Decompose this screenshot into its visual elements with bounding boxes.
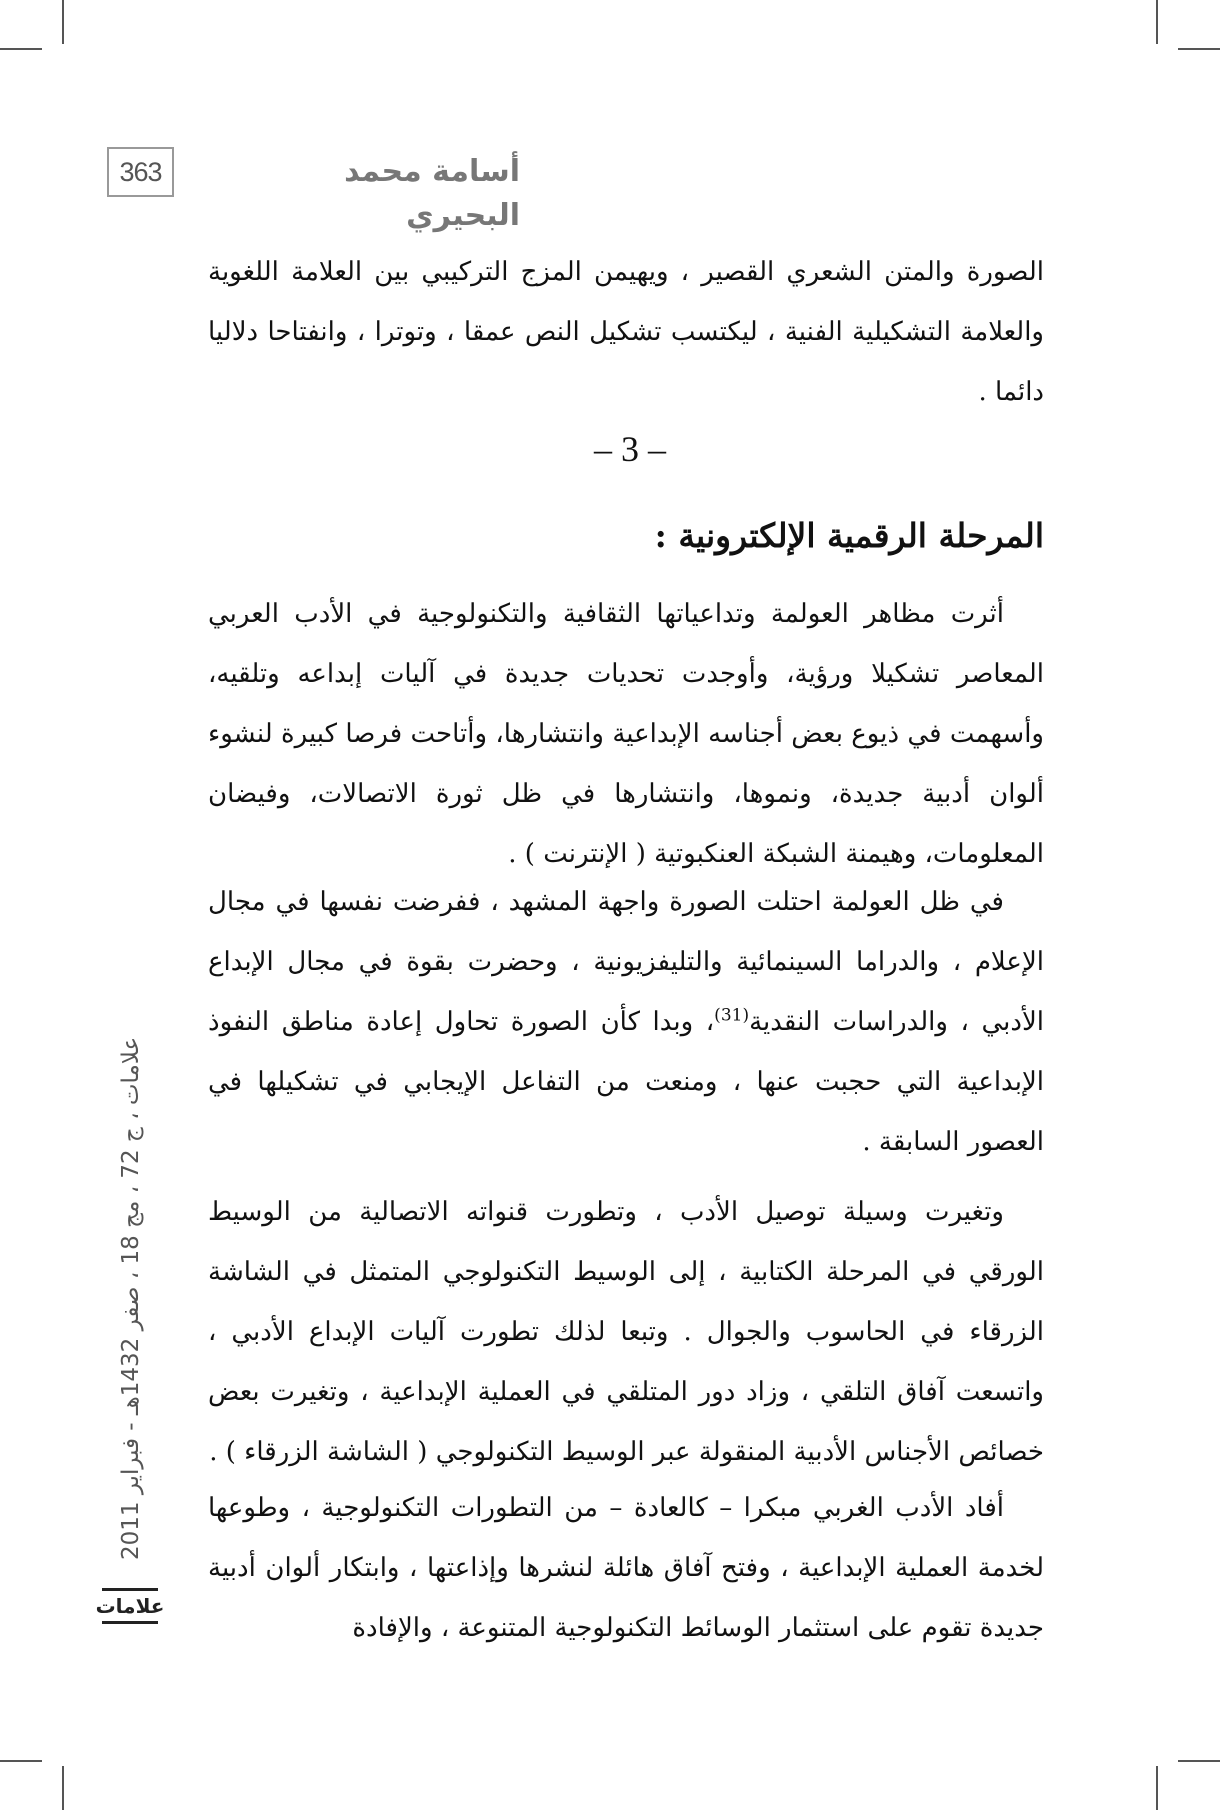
paragraph-text: أثرت مظاهر العولمة وتداعياتها الثقافية والتكنولوجية في الأدب العربي المعاصر تشكيلا ورؤية، وأوجدت تحديات جديدة في آليات إبداعه وتلقيه، وأسهمت في ذيوع بعض أجناسه الإبداعية وانتشارها، وأتاحت فرصا كبيرة لنشوء ألوان أدبية جديدة، ونموها، وانتشارها في ظل ثورة الاتصالات، وفيضان المعلومات، وهيمنة الشبكة العنكبوتية ( الإنترنت ) . xyxy=(208,599,1044,869)
page-number: 363 xyxy=(107,147,174,197)
crop-mark xyxy=(62,0,64,44)
paragraph-text: أفاد الأدب الغربي مبكرا – كالعادة – من التطورات التكنولوجية ، وطوعها لخدمة العملية الإبداعية ، وفتح آفاق هائلة لنشرها وإذاعتها ، وابتكار ألوان أدبية جديدة تقوم على استثمار الوسائط التكنولوجية المتنوعة ، والإفادة xyxy=(208,1493,1044,1643)
crop-mark xyxy=(1178,48,1220,50)
intro-paragraph xyxy=(208,242,1044,422)
section-number: – 3 – xyxy=(594,429,666,469)
crop-mark xyxy=(0,1760,42,1762)
section-heading: المرحلة الرقمية الإلكترونية : xyxy=(654,516,1044,555)
paragraph-text: وتغيرت وسيلة توصيل الأدب ، وتطورت قنواته الاتصالية من الوسيط الورقي في المرحلة الكتابية ، إلى الوسيط التكنولوجي المتمثل في الشاشة الزرقاء في الحاسوب والجوال . وتبعا لذلك تطورت آليات الإبداع الأدبي ، واتسعت آفاق التلقي ، وزاد دور المتلقي في العملية الإبداعية ، وتغيرت بعض خصائص الأجناس الأدبية المنقولة عبر الوسيط التكنولوجي ( الشاشة الزرقاء ) . xyxy=(208,1197,1044,1467)
journal-citation: علامات ، ج 72 ، مج 18 ، صفر 1432هـ - فبراير 2011 xyxy=(118,1036,144,1560)
paragraph-1 xyxy=(208,584,1044,884)
crop-mark xyxy=(1178,1760,1220,1762)
paragraph-text-part: في ظل العولمة احتلت الصورة واجهة المشهد ، ففرضت نفسها في مجال الإعلام ، والدراما السينمائية والتليفزيونية ، وحضرت بقوة في مجال الإبداع الأدبي ، والدراسات النقدية xyxy=(208,887,1044,1037)
crop-mark xyxy=(0,48,42,50)
running-header-author: أسامة محمد البحيري xyxy=(344,154,520,233)
paragraph-3 xyxy=(208,1182,1044,1482)
journal-logo: علامات xyxy=(102,1588,158,1624)
paragraph-text-part: ، وبدا كأن الصورة تحاول إعادة مناطق النفوذ الإبداعية التي حجبت عنها ، ومنعت من التفاعل الإيجابي في تشكيلها في العصور السابقة . xyxy=(208,1007,1044,1157)
paragraph-4 xyxy=(208,1478,1044,1658)
crop-mark xyxy=(1156,0,1158,44)
crop-mark xyxy=(1156,1766,1158,1810)
paragraph-text xyxy=(208,872,1044,1172)
footnote-ref: (31) xyxy=(714,1005,750,1026)
paragraph-text: الصورة والمتن الشعري القصير ، ويهيمن المزج التركيبي بين العلامة اللغوية والعلامة التشكيلية الفنية ، ليكتسب تشكيل النص عمقا ، وتوترا ، وانفتاحا دلاليا دائما . xyxy=(208,257,1044,407)
crop-mark xyxy=(62,1766,64,1810)
paragraph-2 xyxy=(208,872,1044,1172)
